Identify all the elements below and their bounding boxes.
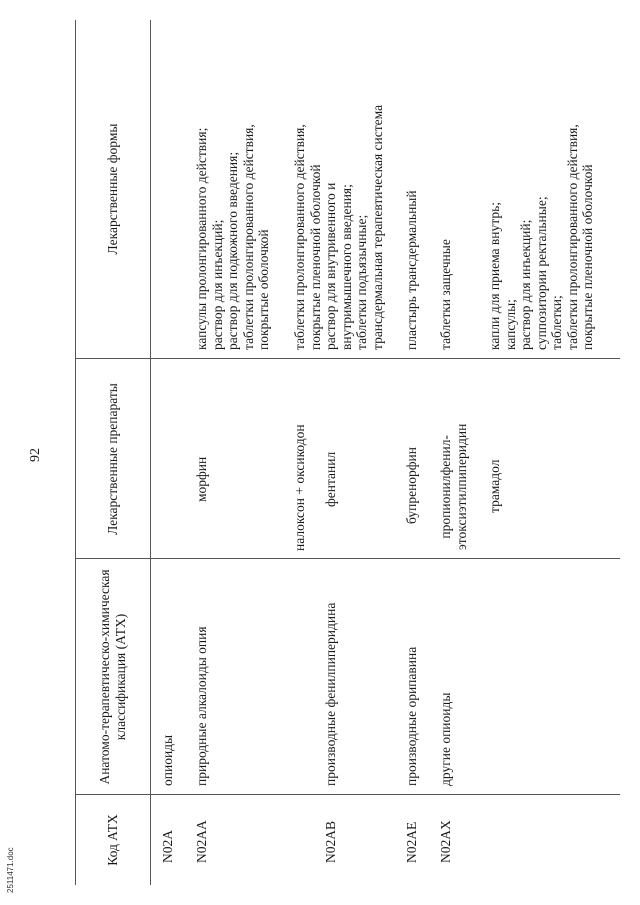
form-line: раствор для инъекций;	[209, 219, 225, 350]
form-line: таблетки защечные	[438, 239, 453, 350]
header-code: Код АТХ	[105, 814, 121, 866]
col-divider-3	[75, 358, 620, 359]
code-n02a: N02A	[160, 830, 175, 863]
form-line: покрытые пленочной оболочкой	[307, 164, 323, 350]
class-n02ax: другие опиоиды	[438, 692, 453, 786]
rotated-page	[20, 20, 620, 885]
drug-propionylphenyl	[438, 424, 469, 550]
form-line: раствор для внутривенного и	[323, 182, 338, 350]
header-forms: Лекарственные формы	[105, 123, 121, 255]
class-n02a: опиоиды	[160, 734, 175, 786]
class-n02ae: производные орипавина	[404, 646, 419, 786]
form-line: раствор для подкожного введения;	[225, 151, 240, 350]
form-line: таблетки пролонгированного действия,	[240, 124, 256, 350]
form-line: покрытые пленочной оболочкой	[580, 164, 595, 350]
drug-buprenorphine: бупренорфин	[404, 447, 419, 524]
drug-morphine: морфин	[194, 456, 209, 502]
class-n02aa: природные алкалоиды опия	[194, 626, 209, 786]
form-line: таблетки подъязычные;	[354, 214, 369, 350]
form-line: таблетки пролонгированного действия,	[564, 124, 580, 350]
drug-line: пропионилфенил-	[438, 435, 453, 539]
col-divider-1	[75, 794, 620, 795]
forms-naloxone-oxycodone	[292, 124, 323, 350]
forms-morphine	[194, 124, 272, 350]
form-line: покрытые оболочкой	[256, 229, 271, 350]
form-line: суппозитории ректальные;	[533, 196, 549, 350]
code-n02ae: N02AE	[404, 821, 419, 863]
form-line: раствор для инъекций;	[518, 219, 533, 350]
code-n02ab: N02AB	[323, 820, 338, 863]
forms-buprenorphine	[404, 190, 420, 350]
header-bottom-border	[150, 20, 151, 885]
drug-line: этоксиэтилпиперидин	[453, 423, 469, 550]
form-line: пластырь трансдермальный	[404, 190, 419, 350]
code-n02aa: N02AA	[194, 820, 209, 863]
form-line: таблетки пролонгированного действия,	[292, 124, 307, 350]
drug-fentanyl: фентанил	[323, 451, 338, 507]
forms-propionylphenyl	[438, 239, 454, 350]
class-n02ab: производные фенилпиперидина	[323, 602, 338, 786]
form-line: капли для приема внутрь;	[487, 202, 502, 350]
col-divider-2	[75, 558, 620, 559]
form-line: таблетки;	[549, 295, 564, 350]
header-drugs: Лекарственные препараты	[105, 383, 121, 535]
footer-filename: 2511471.doc	[6, 847, 15, 893]
form-line: капсулы;	[502, 299, 518, 350]
form-line: капсулы пролонгированного действия;	[194, 127, 209, 350]
form-line: внутримышечного введения;	[338, 184, 354, 350]
code-n02ax: N02AX	[438, 820, 453, 863]
forms-fentanyl	[323, 105, 385, 350]
page-number: 92	[28, 448, 43, 462]
drug-tramadol: трамадол	[487, 459, 502, 513]
forms-tramadol	[487, 124, 596, 350]
form-line: трансдермальная терапевтическая система	[369, 104, 385, 350]
drug-naloxone-oxycodone: налоксон + оксикодон	[292, 424, 307, 551]
header-class: Анатомо-терапевтическо-химическая классификация (АТХ)	[97, 569, 128, 785]
table-top-border	[75, 20, 76, 885]
